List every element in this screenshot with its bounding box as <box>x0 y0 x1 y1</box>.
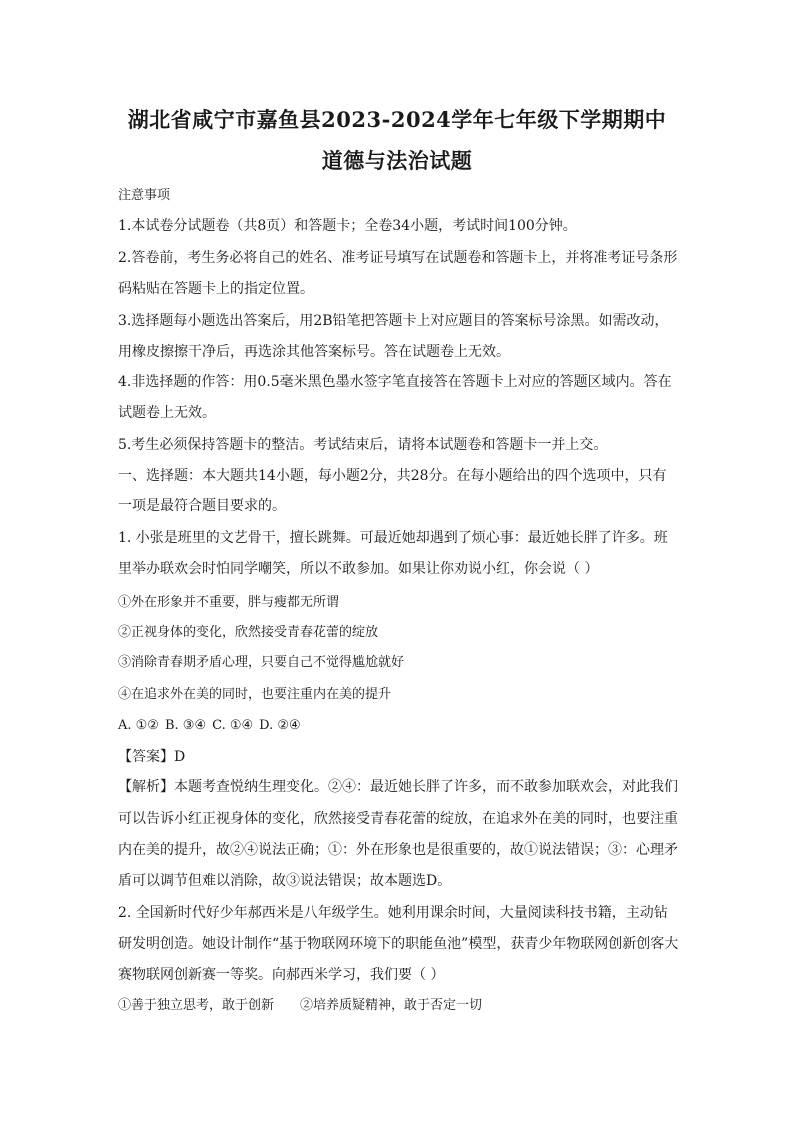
notes-heading: 注意事项 <box>118 188 171 203</box>
analysis-text: 盾可以调节但难以消除，故③说法错误；故本题选D。 <box>118 873 452 889</box>
question-item <box>118 996 482 1016</box>
notes-line: 5.考生必须保持答题卡的整洁。考试结束后，请将本试题卷和答题卡一并上交。 <box>118 437 608 453</box>
question-item: ④在追求外在美的同时，也要注重内在美的提升 <box>118 687 392 702</box>
question-item-2: ②培养质疑精神，敢于否定一切 <box>300 998 483 1013</box>
question-stem: 2. 全国新时代好少年郝西米是八年级学生。她利用课余时间，大量阅读科技书籍，主动钻 <box>118 905 668 921</box>
analysis-text: 可以告诉小红正视身体的变化，欣然接受青春花蕾的绽放，在追求外在美的同时，也要注重 <box>118 811 678 827</box>
exam-title-line2: 道德与法治试题 <box>321 148 473 173</box>
section-heading: 一、选择题：本大题共14小题，每小题2分，共28分。在每小题给出的四个选项中，只有 <box>118 468 667 484</box>
question-item: ②正视身体的变化，欣然接受青春花蕾的绽放 <box>118 625 379 640</box>
question-stem: 研发明创造。她设计制作“基于物联网环境下的职能鱼池”模型，获青少年物联网创新创客大 <box>118 936 679 952</box>
notes-line: 3.选择题每小题选出答案后，用2B铅笔把答题卡上对应题目的答案标号涂黑。如需改动， <box>118 313 669 329</box>
notes-line: 试题卷上无效。 <box>118 405 216 421</box>
question-item: ③消除青春期矛盾心理，只要自己不觉得尴尬就好 <box>118 655 405 670</box>
notes-line: 1.本试卷分试题卷（共8页）和答题卡；全卷34小题，考试时间100分钟。 <box>118 218 577 234</box>
question-item: ①外在形象并不重要，胖与瘦都无所谓 <box>118 595 340 610</box>
option-d: D. ②④ <box>259 718 301 733</box>
notes-line: 4.非选择题的作答：用0.5毫米黑色墨水签字笔直接答在答题卡上对应的答题区域内。答在 <box>118 374 672 390</box>
analysis-text: 内在美的提升，故②④说法正确；①：外在形象也是很重要的，故①说法错误；③：心理矛 <box>118 842 678 858</box>
question-stem: 里举办联欢会时怕同学嘲笑，所以不敢参加。如果让你劝说小红，你会说（ ） <box>118 561 599 577</box>
answer-label: 【答案】D <box>118 749 186 765</box>
option-c: C. ①④ <box>212 718 254 733</box>
analysis-text: 【解析】本题考查悦纳生理变化。②④：最近她长胖了许多，而不敢参加联欢会，对此我们 <box>118 779 678 795</box>
option-b: B. ③④ <box>164 718 207 733</box>
question-stem: 赛物联网创新赛一等奖。向郝西米学习，我们要（ ） <box>118 967 445 983</box>
option-a: A. ①② <box>118 718 159 733</box>
notes-line: 用橡皮擦擦干净后，再选涂其他答案标号。答在试题卷上无效。 <box>118 344 510 360</box>
section-heading: 一项是最符合题目要求的。 <box>118 498 286 514</box>
answer-options <box>118 716 301 736</box>
question-item-1: ①善于独立思考，敢于创新 <box>118 998 275 1013</box>
notes-line: 码粘贴在答题卡上的指定位置。 <box>118 281 314 297</box>
exam-title-line1: 湖北省咸宁市嘉鱼县2023-2024学年七年级下学期期中 <box>127 107 667 132</box>
question-stem: 1. 小张是班里的文艺骨干，擅长跳舞。可最近她却遇到了烦心事：最近她长胖了许多。班 <box>118 530 668 546</box>
notes-line: 2.答卷前，考生务必将自己的姓名、准考证号填写在试题卷和答题卡上，并将准考证号条形 <box>118 250 678 266</box>
